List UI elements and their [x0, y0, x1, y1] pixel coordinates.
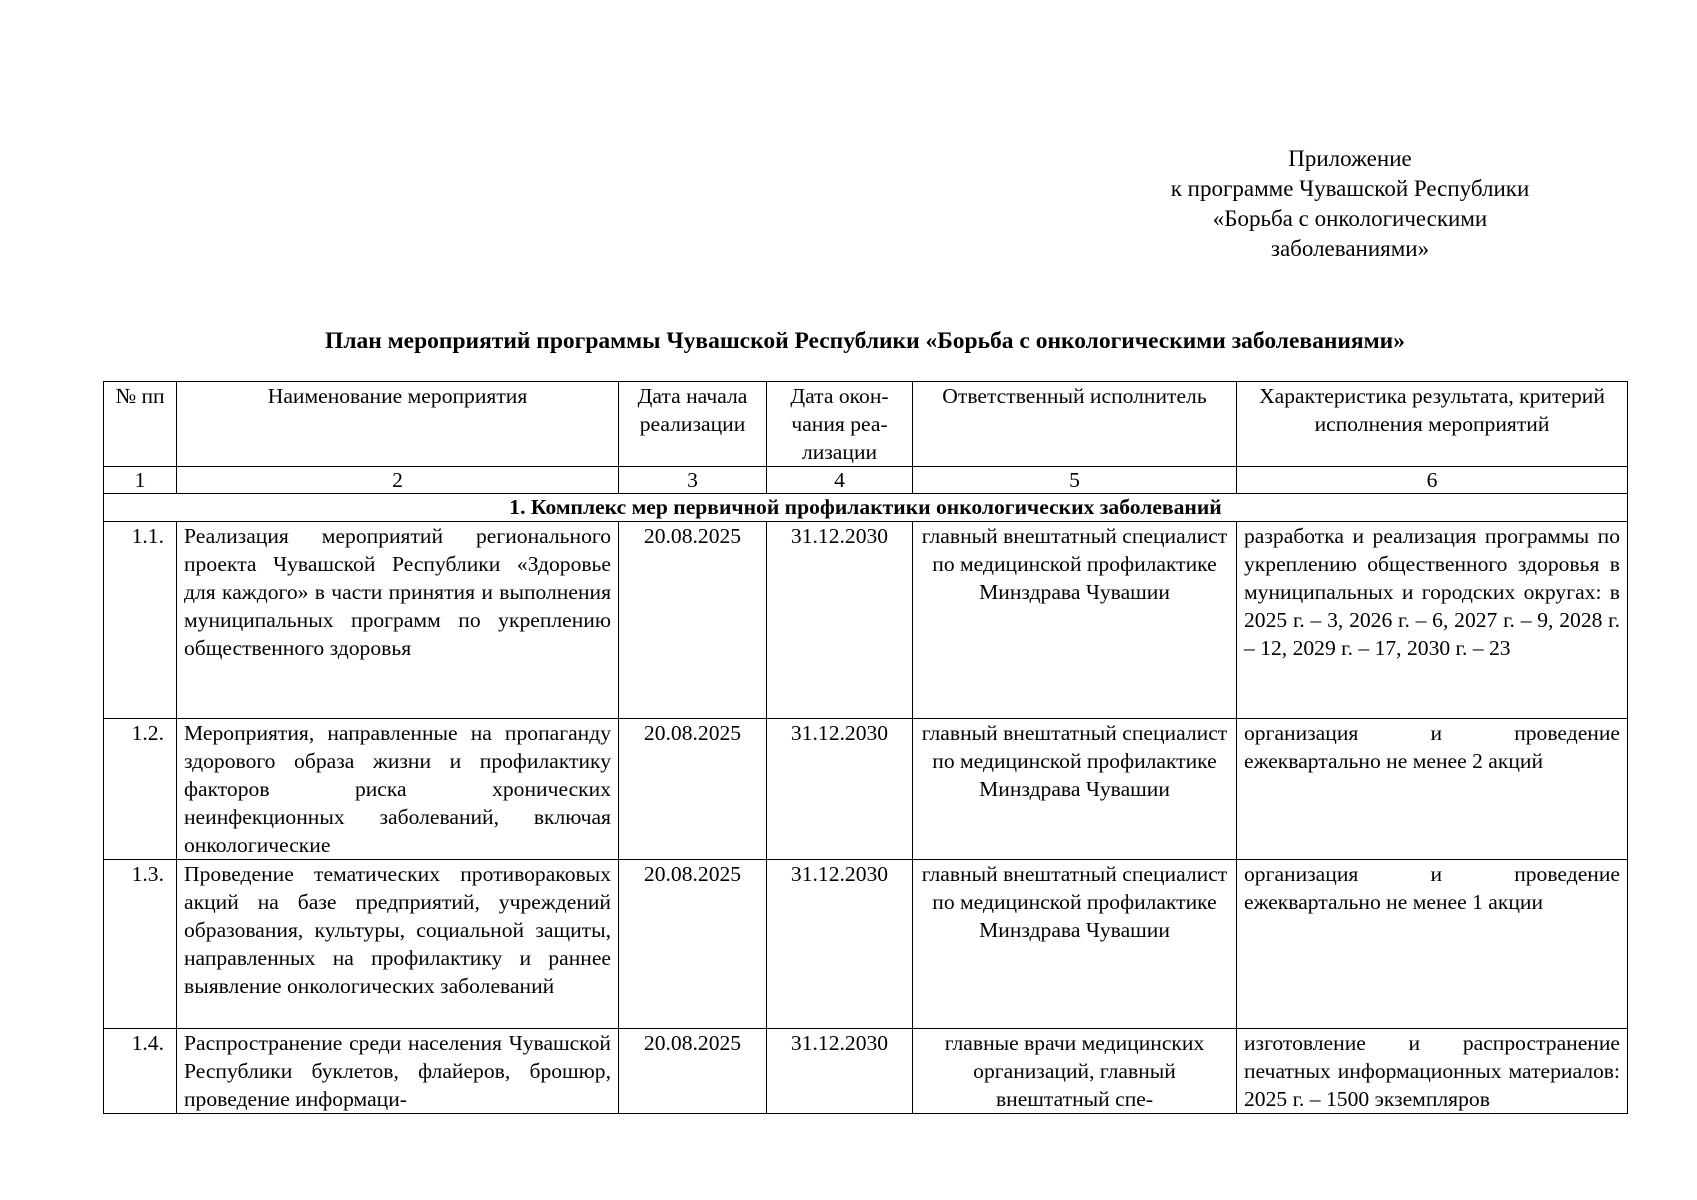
row-end-date: 31.12.2030	[767, 522, 913, 719]
row-name: Проведение тематических противораковых акций на базе предприятий, учреждений образования, культуры, социальной защиты, направленных на профилактику и раннее выявление онкологических заболеваний	[177, 860, 619, 1029]
table-row	[104, 1029, 1628, 1114]
row-end-date: 31.12.2030	[767, 1029, 913, 1114]
table-header-row	[104, 382, 1628, 467]
column-number: 5	[913, 467, 1237, 494]
table-row	[104, 860, 1628, 1029]
column-number-row	[104, 467, 1628, 494]
row-name: Распространение среди населения Чувашской Республики буклетов, флайеров, брошюр, проведение информаци-	[177, 1029, 619, 1114]
row-result: организация и проведение ежеквартально не менее 1 акции	[1237, 860, 1628, 1029]
header-num: № пп	[104, 382, 177, 467]
column-number: 1	[104, 467, 177, 494]
table-row	[104, 719, 1628, 860]
row-result: организация и проведение ежеквартально не менее 2 акций	[1237, 719, 1628, 860]
plan-table	[103, 381, 1628, 1114]
row-end-date: 31.12.2030	[767, 860, 913, 1029]
row-name: Мероприятия, направленные на пропаганду здорового образа жизни и профилактику факторов риска хронических неинфекционных заболеваний, включая онкологические	[177, 719, 619, 860]
column-number: 2	[177, 467, 619, 494]
appendix-line-4: заболеваниями»	[1270, 236, 1430, 261]
row-start-date: 20.08.2025	[619, 522, 767, 719]
row-start-date: 20.08.2025	[619, 719, 767, 860]
row-end-date: 31.12.2030	[767, 719, 913, 860]
column-number: 4	[767, 467, 913, 494]
appendix-line-2: к программе Чувашской Республики	[1170, 176, 1530, 201]
header-result: Характеристика результата, критерий исполнения мероприятий	[1237, 382, 1628, 467]
row-responsible: главный внештатный специалист по медицинской профилактике Минздрава Чувашии	[913, 860, 1237, 1029]
row-responsible: главные врачи медицинских организаций, главный внештатный спе-	[913, 1029, 1237, 1114]
row-result: изготовление и распространение печатных информационных материалов: 2025 г. – 1500 экземпляров	[1237, 1029, 1628, 1114]
appendix-line-3: «Борьба с онкологическими	[1212, 206, 1488, 231]
section-row	[104, 494, 1628, 522]
row-name: Реализация мероприятий регионального проекта Чувашской Республики «Здоровье для каждого» в части принятия и выполнения муниципальных программ по укреплению общественного здоровья	[177, 522, 619, 719]
row-result: разработка и реализация программы по укреплению общественного здоровья в муниципальных и городских округах: в 2025 г. – 3, 2026 г. – 6, 2027 г. – 9, 2028 г. – 12, 2029 г. – 17, 2030 г. – 23	[1237, 522, 1628, 719]
header-name: Наименование мероприятия	[177, 382, 619, 467]
table-row	[104, 522, 1628, 719]
appendix-line-1: Приложение	[1288, 146, 1412, 171]
row-responsible: главный внештатный специалист по медицинской профилактике Минздрава Чувашии	[913, 522, 1237, 719]
header-responsible: Ответственный исполнитель	[913, 382, 1237, 467]
row-num: 1.1.	[104, 522, 177, 719]
row-start-date: 20.08.2025	[619, 860, 767, 1029]
header-start-date: Дата начала реализации	[619, 382, 767, 467]
row-num: 1.4.	[104, 1029, 177, 1114]
document-title: План мероприятий программы Чувашской Республики «Борьба с онкологическими заболеваниями»	[325, 328, 1405, 354]
column-number: 6	[1237, 467, 1628, 494]
section-title: 1. Комплекс мер первичной профилактики онкологических заболеваний	[104, 494, 1628, 522]
appendix-block	[1120, 144, 1580, 264]
row-responsible: главный внештатный специалист по медицинской профилактике Минздрава Чувашии	[913, 719, 1237, 860]
column-number: 3	[619, 467, 767, 494]
row-start-date: 20.08.2025	[619, 1029, 767, 1114]
row-num: 1.2.	[104, 719, 177, 860]
header-end-date: Дата окон-чания реа-лизации	[767, 382, 913, 467]
row-num: 1.3.	[104, 860, 177, 1029]
